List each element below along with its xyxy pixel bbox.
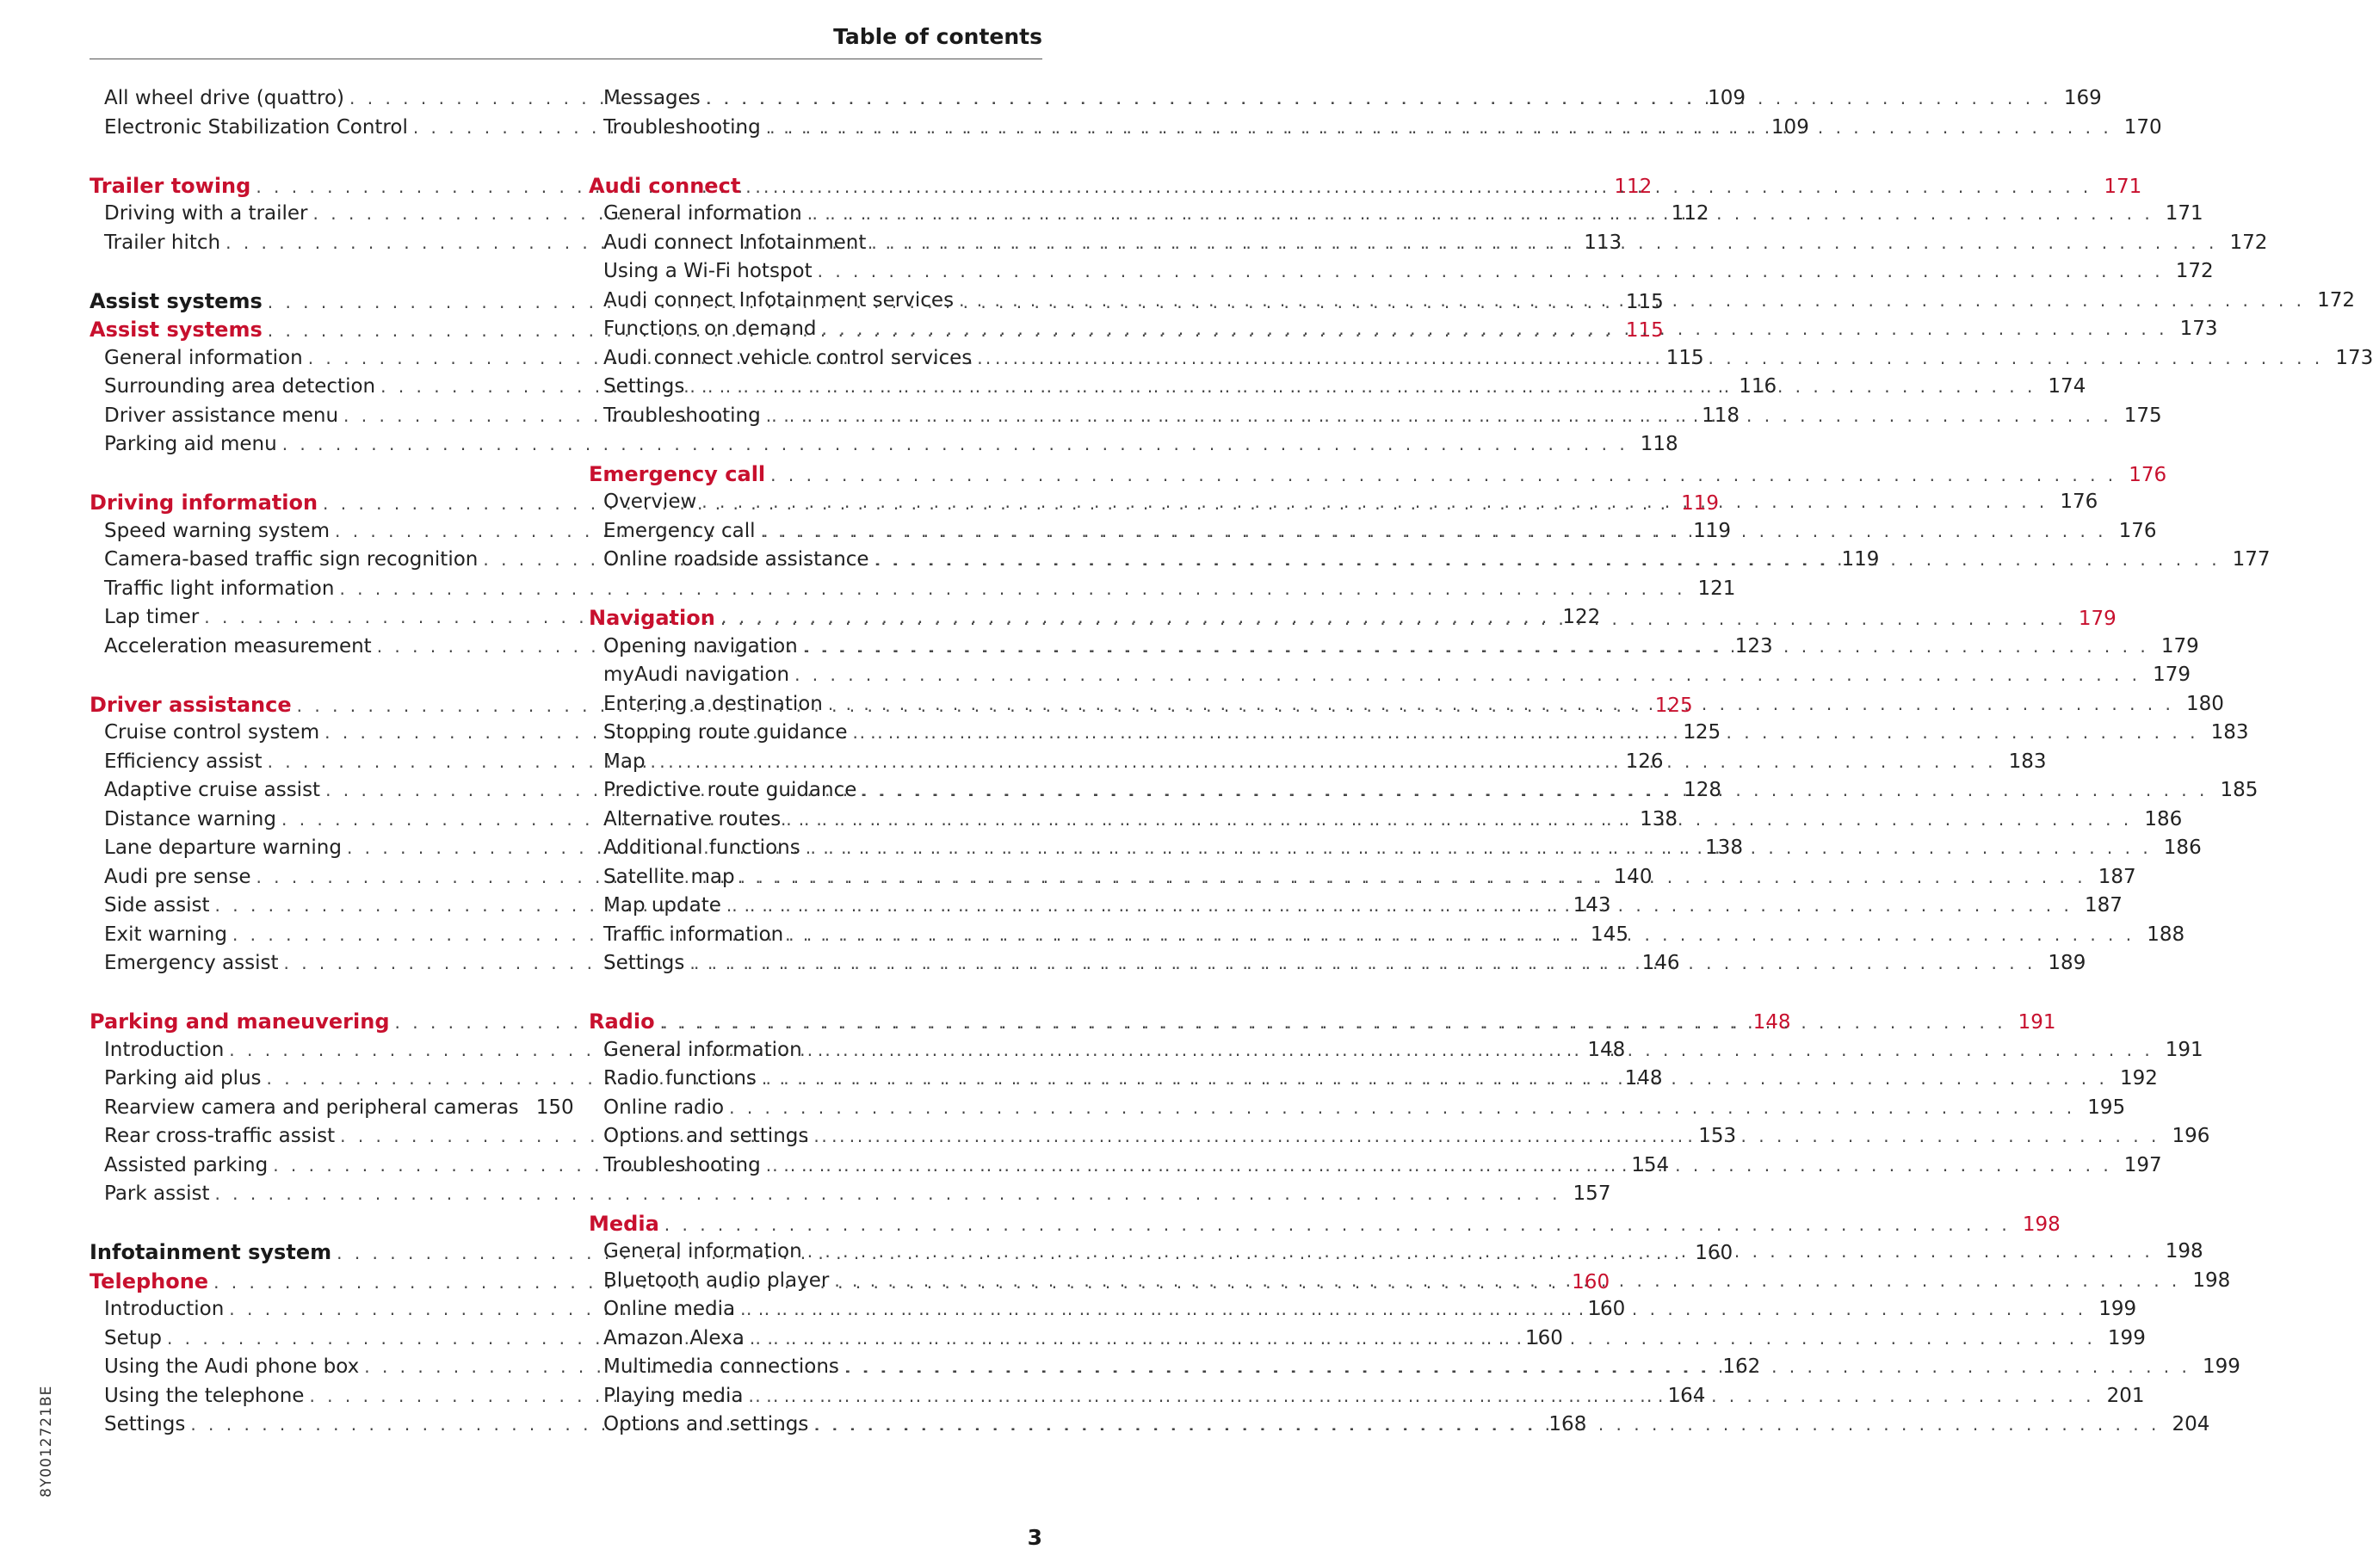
toc-entry-page: 160 [1587,1298,1626,1320]
toc-entry-label: Assist systems [90,318,263,342]
toc-entry-page: 173 [2179,318,2218,340]
dot-leader [701,491,2048,512]
dot-leader [766,405,2112,426]
dot-leader [748,1386,2094,1406]
toc-entry-page: 183 [2008,750,2047,773]
toc-entry-page: 187 [2098,865,2136,888]
toc-entry-label: Efficiency assist [104,750,263,773]
dot-leader [834,1270,2180,1291]
toc-entry-label: Electronic Stabilization Control [104,115,408,139]
toc-entry-page: 116 [1739,375,1777,398]
toc-entry-label: Options and settings [603,1413,809,1435]
toc-entry-label: Amazon Alexa [603,1326,745,1349]
toc-entry-page: 174 [2048,375,2086,398]
toc-entry-page: 160 [1572,1270,1610,1293]
toc-entry-page: 143 [1573,894,1611,917]
toc-entry-label: Satellite map [603,865,735,888]
toc-entry-page: 180 [2185,692,2224,715]
toc-entry-page: 179 [2078,608,2117,630]
toc-entry-page: 112 [1671,202,1709,225]
toc-entry-label: Settings [603,952,685,974]
toc-entry-label: Exit warning [104,923,227,946]
document-code: 8Y0012721BE [38,1385,55,1497]
toc-entry-label: Playing media [603,1384,744,1407]
toc-entry-page: 171 [2165,202,2203,225]
toc-entry-page: 191 [2165,1038,2203,1061]
toc-entry-page: 185 [2220,779,2259,801]
toc-entry-label: Settings [603,375,685,398]
toc-entry-page: 199 [2107,1326,2146,1349]
dot-leader [807,1241,2154,1262]
dot-leader [726,895,2073,916]
toc-entry-page: 115 [1625,319,1664,342]
section-spacer [90,664,548,693]
toc-entry-label: Emergency assist [104,952,279,974]
toc-entry-page: 168 [1548,1413,1587,1435]
toc-entry[interactable] [90,1096,574,1126]
dot-leader [766,117,2112,138]
toc-entry-label: Trailer hitch [104,231,221,254]
toc-entry-page: 148 [1624,1067,1663,1090]
toc-entry-label: Online roadside assistance [603,548,869,571]
toc-entry-label: General information [104,346,303,369]
toc-entry-page: 198 [2192,1269,2231,1292]
dot-leader [959,290,2305,311]
dot-leader [788,924,2135,945]
toc-entry-label: Alternative routes [603,807,782,830]
toc-entry-label: Rear cross-traffic assist [104,1125,336,1147]
toc-entry-label: Side assist [104,894,210,917]
toc-entry-page: 177 [2232,548,2271,571]
dot-leader [664,1214,2011,1235]
toc-entry-label: Map update [603,894,721,917]
toc-entry-label: Driving with a trailer [104,202,308,225]
page-number: 3 [1027,1525,1042,1550]
toc-entry-page: 172 [2229,231,2268,254]
toc-entry-label: Predictive route guidance [603,779,857,801]
toc-entry-label: General information [603,202,802,225]
toc-entry-label: General information [603,1038,802,1061]
section-spacer [589,433,1047,462]
toc-entry-page: 201 [2106,1384,2145,1407]
toc-entry-page: 195 [2087,1096,2126,1119]
toc-entry-label: General information [603,1240,802,1262]
dot-leader [813,1414,2160,1435]
dot-leader [871,232,2217,253]
toc-entry-page: 160 [1525,1326,1563,1349]
toc-entry-label: Audi pre sense [104,865,251,888]
toc-entry-label: Using the telephone [104,1384,305,1407]
toc-entry-label: Audi connect Infotainment services [603,288,955,312]
toc-entry-page: 198 [2165,1240,2203,1262]
toc-entry-label: Map [603,750,646,773]
toc-entry-label: Parking aid plus [104,1067,262,1090]
toc-entry-page: 197 [2123,1153,2162,1176]
dot-leader [794,664,2141,685]
toc-entry[interactable] [589,1096,2126,1126]
dot-leader [874,549,2221,570]
toc-entry-label: Additional functions [603,836,800,859]
toc-entry-label: Overview [603,491,697,513]
toc-entry-page: 171 [2104,175,2142,198]
toc-entry-label: Online radio [603,1096,725,1119]
toc-entry-label: All wheel drive (quattro) [104,87,345,109]
toc-entry-label: Using the Audi phone box [104,1355,360,1378]
dot-leader [740,1299,2086,1319]
toc-entry-label: Bluetooth audio player [603,1269,830,1292]
dot-leader [806,837,2152,858]
toc-entry-page: 204 [2172,1413,2210,1435]
toc-entry-label: myAudi navigation [603,664,790,686]
section-spacer [90,462,548,491]
dot-leader [761,521,2107,541]
dot-leader [807,1040,2154,1060]
toc-entry-page: 176 [2118,519,2157,542]
toc-entry-label: Park assist [104,1182,210,1205]
toc-entry-label: Functions on demand [603,318,817,340]
toc-entry-label: Telephone [90,1269,209,1293]
toc-entry-page: 109 [1708,87,1746,109]
toc-entry[interactable] [90,577,1736,607]
toc-entry-page: 186 [2144,807,2183,830]
dot-leader [729,1097,2075,1118]
toc-entry-label: Audi connect [589,173,741,198]
toc-entry-label: Rearview camera and peripheral cameras [104,1096,519,1119]
toc-entry-page: 148 [1587,1038,1626,1061]
toc-entry-label: Distance warning [104,807,276,830]
toc-entry-label: Navigation [589,606,715,630]
dot-leader [813,1126,2160,1146]
page-header-title: Table of contents [833,24,1042,49]
toc-entry-page: 179 [2153,664,2191,686]
toc-entry-page: 138 [1705,836,1743,859]
toc-entry-page: 186 [2163,836,2202,859]
toc-entry-page: 187 [2084,894,2123,917]
toc-entry-page: 115 [1625,290,1664,313]
toc-entry-page: 125 [1683,721,1721,744]
toc-entry[interactable] [90,433,1678,462]
toc-entry-label: Driver assistance menu [104,404,339,427]
toc-entry-page: 175 [2123,404,2162,427]
toc-entry-label: Traffic information [603,923,784,946]
toc-entry-label: Troubleshooting [603,115,761,139]
toc-entry-page: 128 [1684,779,1722,801]
toc-entry-label: Messages [603,87,701,109]
dot-leader [651,751,1997,772]
dot-leader [720,608,2067,629]
dot-leader [762,1068,2108,1089]
section-spacer [589,577,1047,607]
toc-entry-label: Online media [603,1298,736,1320]
toc-entry-label: Lap timer [104,606,200,628]
toc-entry-label: Parking aid menu [104,433,277,455]
toc-entry-label: Audi connect Infotainment [603,231,867,254]
toc-entry-label: Emergency call [589,461,766,486]
toc-entry-label: Parking and maneuvering [90,1009,390,1034]
toc-entry-label: Opening navigation [603,634,798,657]
toc-entry-label: Stopping route guidance [603,721,848,744]
toc-entry-label: Cruise control system [104,721,320,744]
toc-entry[interactable] [589,260,2214,289]
toc-entry-page: 125 [1654,694,1693,717]
toc-entry-label: Driver assistance [90,692,292,717]
toc-entry-page: 179 [2160,634,2199,657]
toc-entry-page: 118 [1702,404,1740,427]
toc-entry-page: 109 [1770,115,1809,139]
toc-entry-label: Acceleration measurement [104,634,372,657]
toc-entry-page: 118 [1640,433,1678,455]
toc-entry-label: Introduction [104,1038,225,1061]
dot-leader [706,88,2052,108]
dot-leader [977,348,2323,368]
toc-entry-label: Settings [104,1413,186,1435]
toc-entry-page: 119 [1693,519,1731,542]
section-spacer [90,260,548,289]
toc-entry-label: Introduction [104,1298,225,1320]
toc-entry-label: Camera-based traffic sign recognition [104,548,479,571]
toc-chapter[interactable] [589,1211,2061,1241]
toc-entry-label: Lane departure warning [104,836,342,859]
toc-entry-page: 115 [1665,346,1704,369]
toc-entry-page: 113 [1584,231,1622,254]
dot-leader [745,176,2092,197]
toc-entry-page: 157 [1573,1182,1611,1205]
section-spacer [90,981,548,1010]
toc-entry-page: 126 [1625,750,1664,773]
toc-entry-label: Surrounding area detection [104,375,376,398]
dot-leader [766,1155,2112,1176]
dot-leader [852,722,2198,743]
toc-entry-page: 154 [1631,1153,1670,1176]
dot-leader [807,203,2154,224]
toc-entry-label: Setup [104,1326,162,1349]
toc-entry-page: 183 [2210,721,2249,744]
toc-entry-label: Assisted parking [104,1153,269,1176]
toc-entry-label: Radio [589,1009,655,1034]
section-spacer [589,145,1047,174]
dot-leader [818,261,2164,281]
toc-entry-page: 153 [1698,1125,1737,1147]
toc-entry-label: Assist systems [90,288,263,313]
toc-entry-label: Multimedia connections [603,1355,839,1378]
toc-entry-page: 169 [2063,87,2102,109]
toc-entry-page: 191 [2018,1011,2056,1034]
dot-leader [740,867,2086,887]
toc-entry-page: 145 [1591,923,1628,946]
toc-entry-label: Driving information [90,491,318,515]
toc-entry-page: 140 [1614,865,1653,888]
toc-entry-page: 112 [1614,175,1653,198]
toc-entry-page: 172 [2175,260,2214,282]
toc-entry-page: 176 [2060,491,2098,513]
toc-entry-label: Emergency call [603,519,756,542]
toc-entry-label: Traffic light information [104,577,335,600]
dot-leader [786,809,2132,830]
toc-entry-page: 160 [1695,1242,1733,1264]
toc-entry-page: 199 [2098,1298,2137,1320]
toc-entry-page: 189 [2048,952,2086,974]
toc-entry-page: 162 [1722,1355,1761,1378]
toc-entry-page: 138 [1640,807,1678,830]
dot-leader [828,694,2174,714]
toc-entry-page: 164 [1667,1384,1706,1407]
toc-entry-label: Media [589,1211,659,1236]
toc-entry-label: Trailer towing [90,173,251,198]
dot-leader [660,1012,2006,1033]
dot-leader [689,376,2036,397]
dot-leader [689,953,2036,973]
section-spacer [589,981,1047,1010]
toc-entry[interactable] [589,664,2191,693]
toc-entry[interactable] [90,1182,1611,1212]
toc-entry-page: 196 [2172,1125,2210,1147]
toc-entry-page: 173 [2335,346,2373,369]
toc-entry-label: Radio functions [603,1067,757,1090]
toc-entry-page: 199 [2202,1355,2240,1378]
toc-entry-page: 172 [2317,288,2356,312]
dot-leader [803,636,2149,657]
toc-entry-page: 123 [1734,634,1773,657]
toc-entry-page: 146 [1641,952,1680,974]
toc-entry-label: Options and settings [603,1125,809,1147]
dot-leader [822,318,2168,339]
section-spacer [589,1182,1047,1212]
toc-entry-page: 188 [2147,923,2185,946]
toc-entry-label: Using a Wi-Fi hotspot [603,260,813,282]
toc-entry-label: Entering a destination [603,692,823,715]
dot-leader [750,1328,2096,1349]
section-spacer [90,145,548,174]
dot-leader [862,780,2208,800]
toc-entry-page: 122 [1562,606,1601,628]
toc-entry-page: 119 [1841,548,1880,571]
toc-entry-label: Troubleshooting [603,1153,761,1176]
toc-entry-page: 176 [2129,463,2167,486]
toc-entry-page: 119 [1681,492,1720,515]
toc-entry-page: 192 [2119,1067,2158,1090]
section-spacer [90,1212,548,1241]
toc-entry-label: Adaptive cruise assist [104,779,321,801]
toc-entry-label: Audi connect vehicle control services [603,346,973,369]
toc-entry-page: 150 [535,1096,574,1119]
toc-entry-page: 121 [1697,577,1736,600]
toc-entry-label: Troubleshooting [603,404,761,427]
dot-leader [844,1356,2191,1377]
toc-chapter[interactable] [589,461,2167,491]
toc-entry-page: 170 [2123,115,2162,139]
dot-leader [770,465,2117,485]
toc-entry-page: 148 [1752,1011,1791,1034]
toc-entry-page: 198 [2022,1213,2061,1236]
toc-entry-label: Speed warning system [104,519,330,542]
toc-entry-label: Infotainment system [90,1240,332,1264]
